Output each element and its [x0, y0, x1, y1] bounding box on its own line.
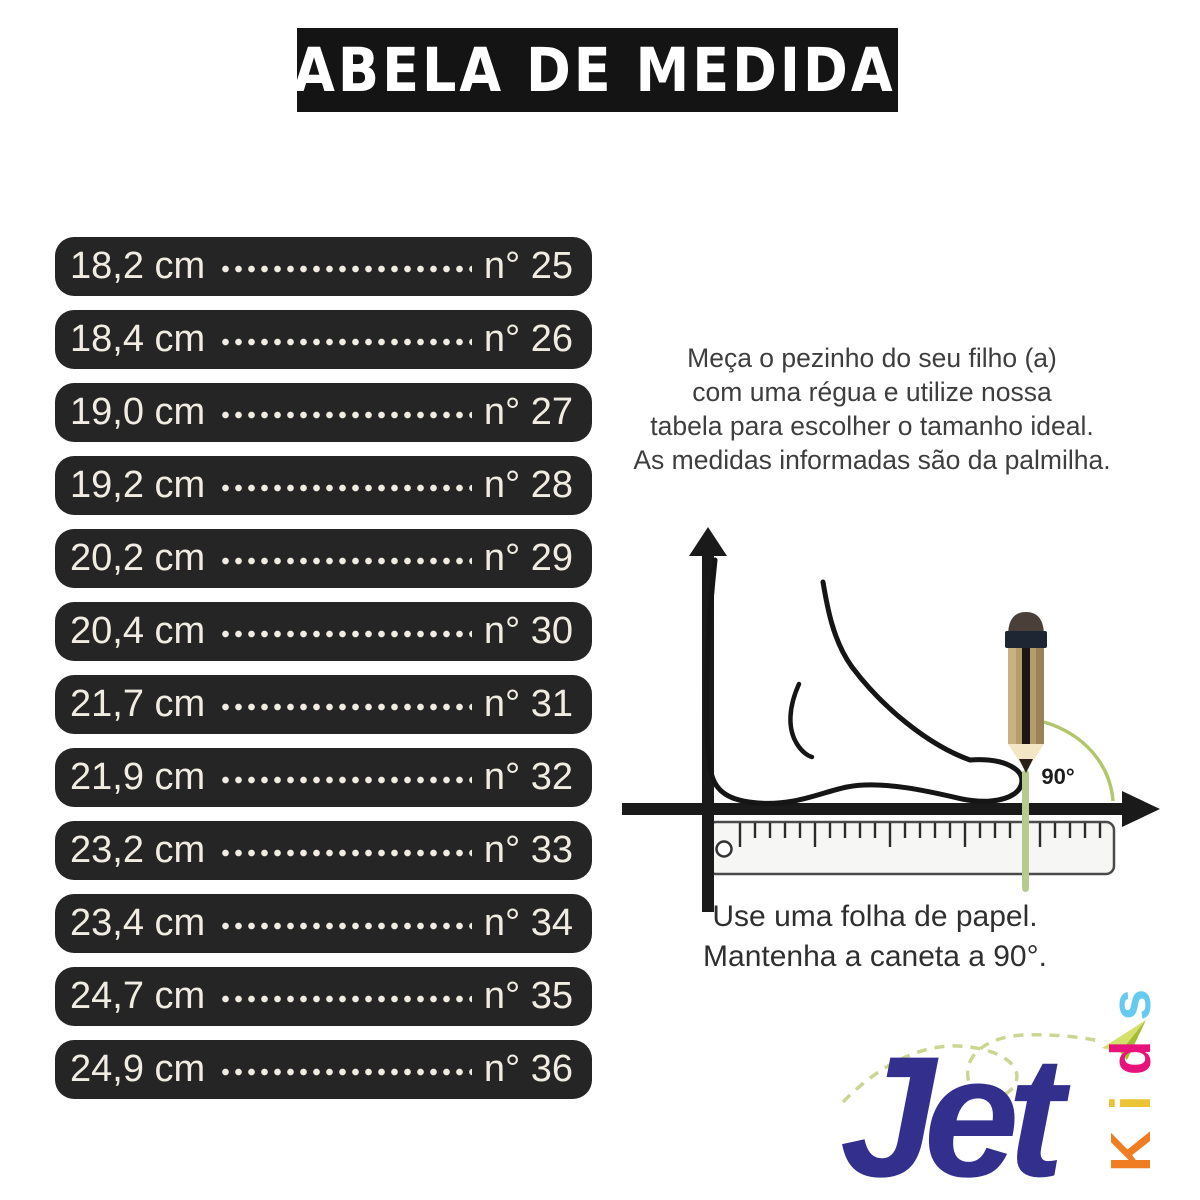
kids-letter-s: s [1099, 986, 1163, 1021]
dot-leader [219, 849, 472, 857]
caption-line-1: Use uma folha de papel. [712, 900, 1038, 933]
angle-arc [1044, 722, 1113, 801]
measure-label: 24,7 cm [70, 975, 206, 1017]
kids-letter-k: K [1099, 1128, 1163, 1172]
measure-label: 21,7 cm [70, 683, 206, 725]
size-label: n° 35 [483, 975, 573, 1017]
guide-line [1022, 770, 1029, 892]
size-row [55, 383, 592, 442]
size-row [55, 821, 592, 880]
size-label: n° 28 [483, 464, 573, 506]
size-label: n° 27 [483, 391, 573, 433]
size-label: n° 30 [483, 610, 573, 652]
dot-leader [219, 703, 472, 711]
instructions-line-3: tabela para escolher o tamanho ideal. [650, 411, 1094, 441]
caption-line-2: Mantenha a caneta a 90°. [703, 940, 1047, 973]
ankle-crease [790, 684, 812, 757]
dot-leader [219, 338, 472, 346]
size-label: n° 31 [483, 683, 573, 725]
measure-label: 19,2 cm [70, 464, 206, 506]
measure-label: 24,9 cm [70, 1048, 206, 1090]
title-band [257, 28, 938, 112]
measure-label: 21,9 cm [70, 756, 206, 798]
x-axis-arrow-icon [1122, 791, 1160, 827]
size-label: n° 34 [483, 902, 573, 944]
size-table [55, 237, 592, 1113]
measure-label: 23,4 cm [70, 902, 206, 944]
size-row [55, 456, 592, 515]
kids-letter-d: d [1099, 1038, 1163, 1076]
size-label: n° 25 [483, 245, 573, 287]
kids-letter-i: i [1099, 1093, 1163, 1111]
x-axis [622, 803, 1122, 815]
measure-label: 18,2 cm [70, 245, 206, 287]
y-axis-arrow-icon [689, 527, 727, 556]
instructions-line-1: Meça o pezinho do seu filho (a) [687, 343, 1057, 373]
size-row [55, 602, 592, 661]
measure-label: 19,0 cm [70, 391, 206, 433]
diagram-caption [615, 897, 1135, 977]
dot-leader [219, 411, 472, 419]
size-label: n° 26 [483, 318, 573, 360]
size-row [55, 310, 592, 369]
brand-sub-text [1099, 987, 1163, 1172]
foot-measuring-diagram [605, 515, 1190, 915]
instructions-line-2: com uma régua e utilize nossa [692, 377, 1052, 407]
brand-text: Jet [840, 1021, 1053, 1200]
page-title: TABELA DE MEDIDAS [257, 34, 938, 106]
ruler-hole [717, 842, 732, 857]
instructions-text [597, 341, 1147, 477]
dot-leader [219, 630, 472, 638]
size-row [55, 894, 592, 953]
measure-label: 18,4 cm [70, 318, 206, 360]
measure-label: 23,2 cm [70, 829, 206, 871]
pencil-icon [1005, 612, 1047, 773]
measure-label: 20,2 cm [70, 537, 206, 579]
size-label: n° 36 [483, 1048, 573, 1090]
size-label: n° 32 [483, 756, 573, 798]
size-row [55, 748, 592, 807]
size-label: n° 29 [483, 537, 573, 579]
size-row [55, 1040, 592, 1099]
size-row [55, 237, 592, 296]
size-row [55, 675, 592, 734]
jet-kids-logo [828, 986, 1193, 1200]
dot-leader [219, 484, 472, 492]
size-row [55, 967, 592, 1026]
dot-leader [219, 557, 472, 565]
dot-leader [219, 922, 472, 930]
size-label: n° 33 [483, 829, 573, 871]
foot-outline [706, 560, 1022, 803]
dot-leader [219, 995, 472, 1003]
angle-label: 90° [1041, 764, 1075, 789]
measure-label: 20,4 cm [70, 610, 206, 652]
dot-leader [219, 1068, 472, 1076]
dot-leader [219, 776, 472, 784]
size-row [55, 529, 592, 588]
instructions-line-4: As medidas informadas são da palmilha. [633, 445, 1111, 475]
dot-leader [219, 265, 472, 273]
